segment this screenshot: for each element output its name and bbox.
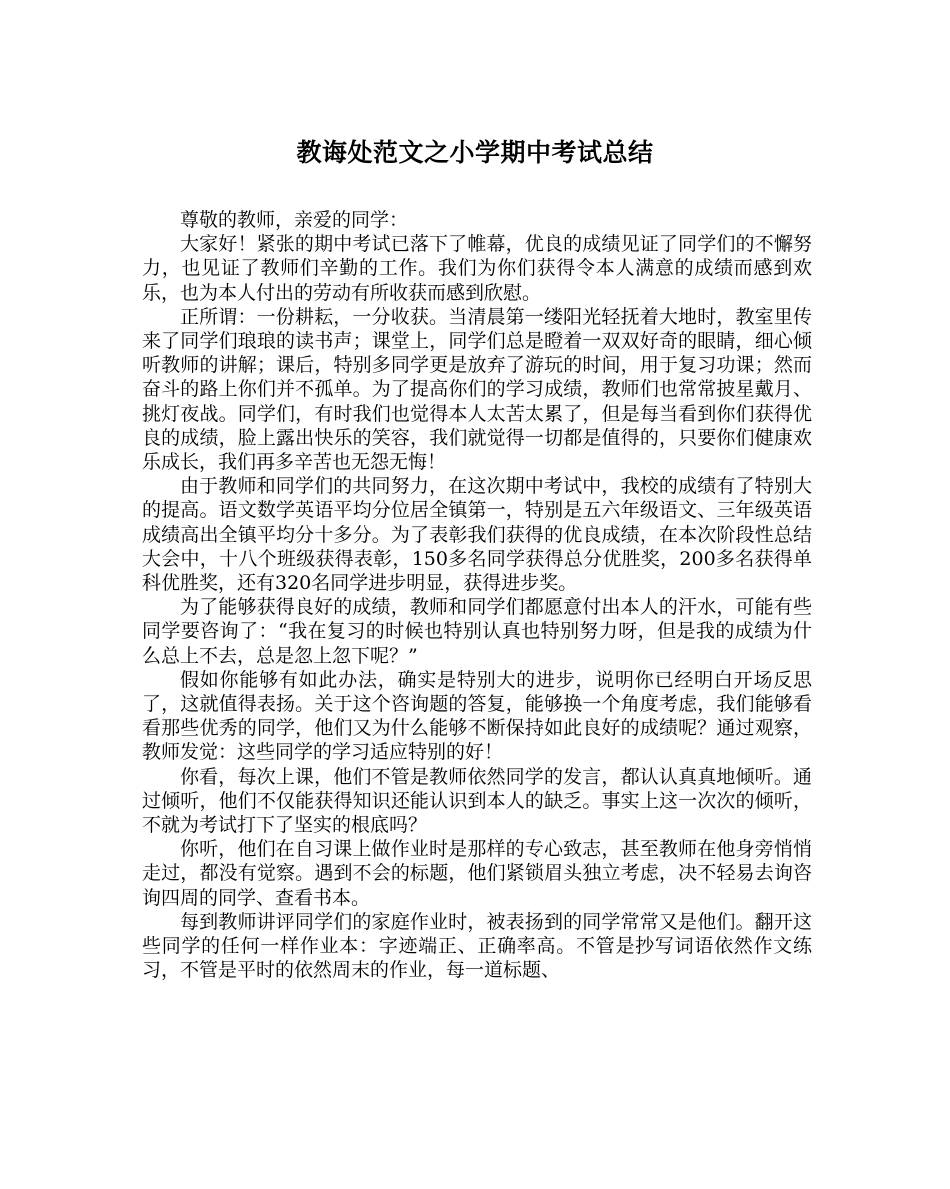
paragraph-effort: 正所谓：一份耕耘，一分收获。当清晨第一缕阳光轻抚着大地时，教室里传来了同学们琅琅的读书声；课堂上，同学们总是瞪着一双双好奇的眼睛，细心倾听教师的讲解；课后，特别多同学更是放弃了游玩的时间，用于复习功课；然而奋斗的路上你们并不孤单。为了提高你们的学习成绩，教师们也常常披星戴月、挑灯夜战。同学们，有时我们也觉得本人太苦太累了，但是每当看到你们获得优良的成绩，脸上露出快乐的笑容，我们就觉得一切都是值得的，只要你们健康欢乐成长，我们再多辛苦也无怨无悔！ [142,305,812,474]
paragraph-listening: 你看，每次上课，他们不管是教师依然同学的发言，都认认真真地倾听。通过倾听，他们不仅能获得知识还能认识到本人的缺乏。事实上这一次次的倾听，不就为考试打下了坚实的根底吗？ [142,765,812,837]
paragraph-salutation: 尊敬的教师，亲爱的同学： [180,209,409,231]
paragraph-reflection: 假如你能够有如此办法，确实是特别大的进步，说明你已经明白开场反思了，这就值得表扬。关于这个咨询题的答复，能够换一个角度考虑，我们能够看看那些优秀的同学，他们又为什么能够不断保持如此良好的成绩呢？通过观察，教师发觉：这些同学的学习适应特别的好！ [142,668,812,764]
document-title: 教诲处范文之小学期中考试总结 [296,138,654,167]
paragraph-homework: 每到教师讲评同学们的家庭作业时，被表扬到的同学常常又是他们。翻开这些同学的任何一样作业本：字迹端正、正确率高。不管是抄写词语依然作文练习，不管是平时的依然周末的作业，每一道标题、 [142,910,812,982]
paragraph-results: 由于教师和同学们的共同努力，在这次期中考试中，我校的成绩有了特别大的提高。语文数学英语平均分位居全镇第一，特别是五六年级语文、三年级英语成绩高出全镇平均分十多分。为了表彰我们获得的优良成绩，在本次阶段性总结大会中，十八个班级获得表彰，150多名同学获得总分优胜奖，200多名获得单科优胜奖，还有320名同学进步明显，获得进步奖。 [142,475,812,595]
paragraph-self-study: 你听，他们在自习课上做作业时是那样的专心致志，甚至教师在他身旁悄悄走过，都没有觉察。遇到不会的标题，他们紧锁眉头独立考虑，决不轻易去询咨询四周的同学、查看书本。 [142,838,812,909]
document-body [142,208,812,983]
paragraph-question: 为了能够获得良好的成绩，教师和同学们都愿意付出本人的汗水，可能有些同学要咨询了：“我在复习的时候也特别认真也特别努力呀，但是我的成绩为什么总上不去，总是忽上忽下呢？” [142,596,812,667]
paragraph-greeting: 大家好！紧张的期中考试已落下了帷幕，优良的成绩见证了同学们的不懈努力，也见证了教师们辛勤的工作。我们为你们获得令本人满意的成绩而感到欢乐，也为本人付出的劳动有所收获而感到欣慰。 [142,233,812,304]
